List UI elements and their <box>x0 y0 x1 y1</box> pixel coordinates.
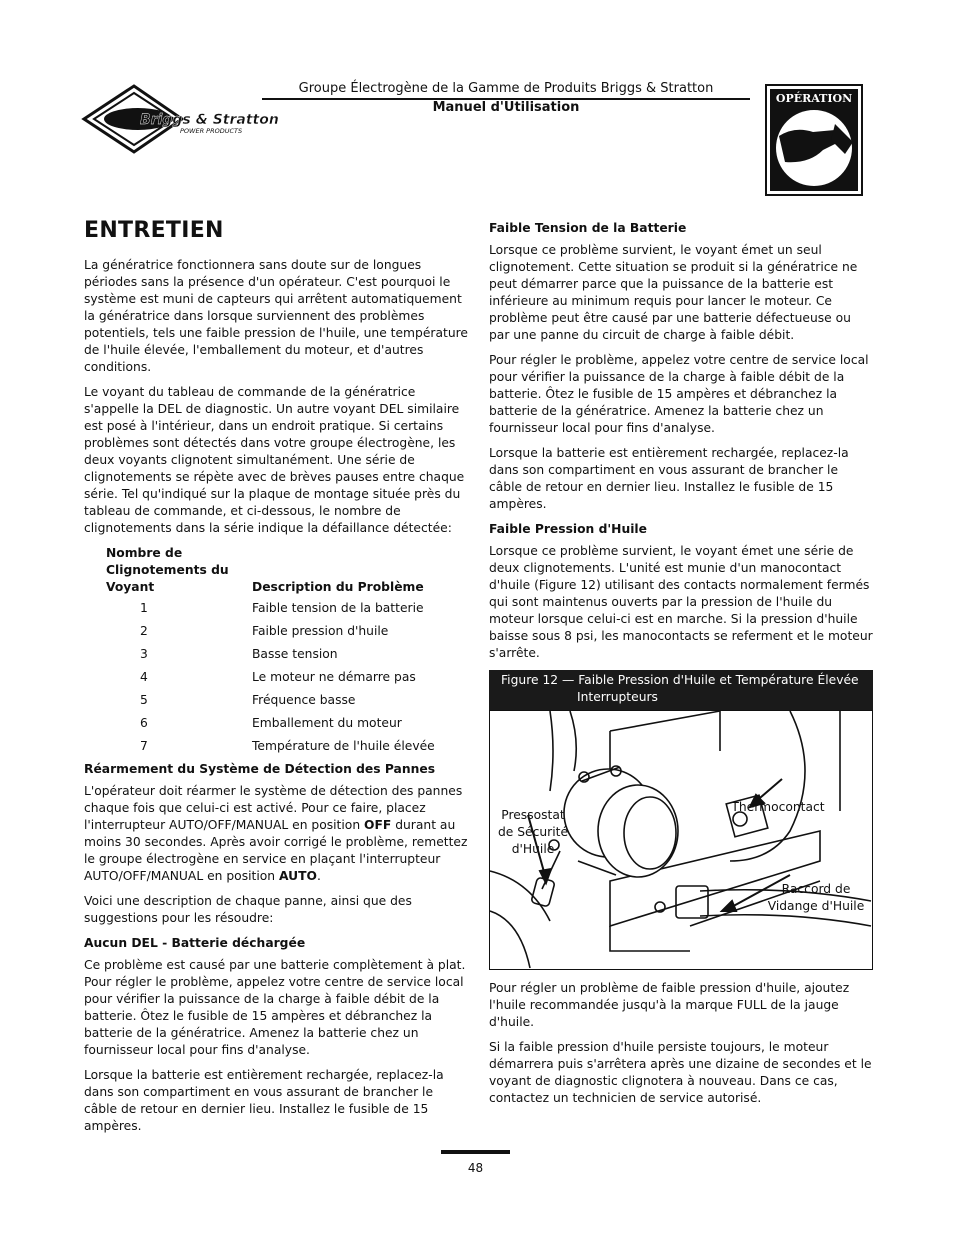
flash-code-table <box>106 545 468 755</box>
svg-text:POWER PRODUCTS: POWER PRODUCTS <box>180 127 243 135</box>
operation-badge <box>765 84 863 196</box>
svg-text:OPÉRATION: OPÉRATION <box>775 92 853 105</box>
briggs-stratton-logo <box>82 82 279 156</box>
section-heading: ENTRETIEN <box>84 218 224 243</box>
table-header-count: Nombre de Clignotements du Voyant <box>106 546 229 594</box>
paragraph: La génératrice fonctionnera sans doute sur de longues périodes sans la présence d'un opérateur. C'est pourquoi le système est muni de capteurs qui arrêtent automatiquement la génératrice dans lorsque surviennent des problèmes potentiels, tels une faible pression de l'huile, une température de l'huile élevée, l'emballement du moteur, et d'autres conditions. <box>84 258 468 374</box>
table-row: 7 Température de l'huile élevée <box>140 739 435 753</box>
paragraph-reset: L'opérateur doit réarmer le système de détection des pannes chaque fois que celui-ci est activé. Pour ce faire, placez l'interrupteur AUTO/OFF/MANUAL en position OFF durant au moins 30 secondes. Après avoir corrigé le problème, remettez le groupe électrogène en service en plaçant l'interrupteur AUTO/OFF/MANUAL en position AUTO. <box>84 784 468 883</box>
paragraph: Ce problème est causé par une batterie complètement à plat. Pour régler le problème, appelez votre centre de service local pour vérifier la puissance de la charge à faible débit de la batterie. Ôtez le fusible de 15 ampères et débranchez la batterie de la génératrice. Amenez la batterie chez un fournisseur local pour fins d'analyse. <box>84 958 466 1057</box>
subheading-oil-pressure: Faible Pression d'Huile <box>489 522 647 536</box>
label-thermocontact: Thermocontact <box>731 800 825 814</box>
header-title: Groupe Électrogène de la Gamme de Produits Briggs & Stratton <box>298 81 714 96</box>
paragraph: Lorsque ce problème survient, le voyant émet une série de deux clignotements. L'unité est munie d'un manocontact d'huile (Figure 12) utilisant des contacts normalement fermés qui sont maintenus ouverts par la pression de l'huile du moteur lorsque celui-ci est en marche. Si la pression d'huile baisse sous 8 psi, les manocontacts se referment et le moteur s'arrête. <box>489 544 873 660</box>
label-pressostat: Pressostat de Sécurité d'Huile <box>497 808 569 856</box>
paragraph: Si la faible pression d'huile persiste toujours, le moteur démarrera puis s'arrêtera après une dizaine de secondes et le voyant de diagnostic clignotera à nouveau. Dans ce cas, contactez un technicien de service autorisé. <box>489 1040 872 1105</box>
table-row: 1 Faible tension de la batterie <box>140 601 424 615</box>
svg-text:Briggs & Stratton: Briggs & Stratton <box>140 112 279 128</box>
page-number: 48 <box>467 1161 484 1175</box>
table-row: 2 Faible pression d'huile <box>140 624 389 638</box>
subheading-reset: Réarmement du Système de Détection des Pannes <box>84 762 436 776</box>
paragraph: Lorsque ce problème survient, le voyant émet un seul clignotement. Cette situation se produit si la génératrice ne peut démarrer parce que la puissance de la batterie est inférieure au minimum requis pour lancer le moteur. Ce problème peut être causé par une batterie défectueuse ou par une panne du circuit de charge à faible débit. <box>489 243 858 342</box>
subheading-no-led: Aucun DEL - Batterie déchargée <box>84 936 306 950</box>
figure-caption: Figure 12 — Faible Pression d'Huile et Température Élevée Interrupteurs <box>489 670 873 710</box>
paragraph: Pour régler le problème, appelez votre centre de service local pour vérifier la puissance de la charge à faible débit de la batterie. Ôtez le fusible de 15 ampères et débranchez la batterie de la génératrice. Amenez la batterie chez un fournisseur local pour fins d'analyse. <box>489 353 869 435</box>
table-row: 5 Fréquence basse <box>140 693 356 707</box>
subheading-low-battery: Faible Tension de la Batterie <box>489 221 687 235</box>
table-row: 4 Le moteur ne démarre pas <box>140 670 416 684</box>
figure-12-illustration <box>489 710 873 970</box>
table-row: 3 Basse tension <box>140 647 338 661</box>
paragraph: Lorsque la batterie est entièrement rechargée, replacez-la dans son compartiment en vous assurant de brancher le câble de retour en dernier lieu. Installez le fusible de 15 ampères. <box>489 446 849 511</box>
header-subtitle: Manuel d'Utilisation <box>432 100 580 115</box>
paragraph: Lorsque la batterie est entièrement rechargée, replacez-la dans son compartiment en vous assurant de brancher le câble de retour en dernier lieu. Installez le fusible de 15 ampères. <box>84 1068 444 1133</box>
label-raccord: Raccord de Vidange d'Huile <box>767 882 865 913</box>
left-column <box>84 216 468 1143</box>
footer-rule <box>441 1150 510 1154</box>
table-row: 6 Emballement du moteur <box>140 716 402 730</box>
paragraph: Pour régler un problème de faible pression d'huile, ajoutez l'huile recommandée jusqu'à la marque FULL de la jauge d'huile. <box>489 981 850 1029</box>
paragraph: Voici une description de chaque panne, ainsi que des suggestions pour les résoudre: <box>84 894 412 925</box>
table-header-description: Description du Problème <box>252 580 424 594</box>
right-column <box>489 220 873 1115</box>
paragraph: Le voyant du tableau de commande de la génératrice s'appelle la DEL de diagnostic. Un autre voyant DEL similaire est posé à l'intérieur, dans un endroit pratique. Si certains problèmes sont détectés dans votre groupe électrogène, les deux voyants clignotent simultanément. Une série de clignotements se répète avec de brèves pauses entre chaque série. Tel qu'indiqué sur la plaque de montage située près du tableau de commande, et ci-dessous, le nombre de clignotements dans la série indique la défaillance détectée: <box>84 385 465 535</box>
table-header <box>106 545 468 596</box>
